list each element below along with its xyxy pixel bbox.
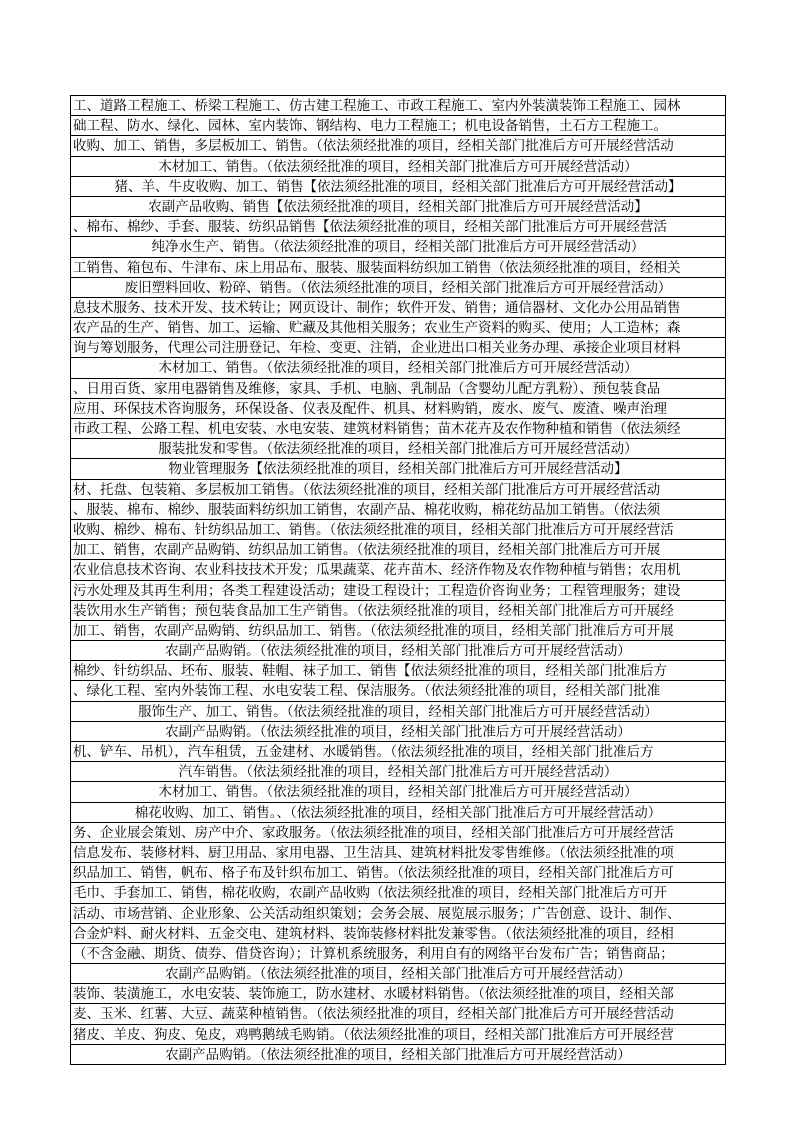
- table-row: 织品加工、销售，帆布、格子布及针织布加工、销售。（依法须经批准的项目，经相关部门批准后方可: [71, 863, 725, 883]
- table-row: 猪皮、羊皮、狗皮、兔皮，鸡鸭鹅绒毛购销。（依法须经批准的项目，经相关部门批准后方可开展经营: [71, 1025, 725, 1045]
- table-row: 收购、棉纱、棉布、针纺织品加工、销售。（依法须经批准的项目，经相关部门批准后方可开展经营活: [71, 520, 725, 540]
- table-row: 息技术服务、技术开发、技术转让；网页设计、制作；软件开发、销售；通信器材、文化办公用品销售: [71, 298, 725, 318]
- table-row: 农业信息技术咨询、农业科技技术开发；瓜果蔬菜、花卉苗木、经济作物及农作物种植与销售；农用机: [71, 560, 725, 580]
- table-row: 活动、市场营销、企业形象、公关活动组织策划；会务会展、展览展示服务；广告创意、设计、制作、: [71, 904, 725, 924]
- table-row: 农产品的生产、销售、加工、运输、贮藏及其他相关服务；农业生产资料的购买、使用；人工造林；森: [71, 318, 725, 338]
- table-row: 收购、加工、销售，多层板加工、销售。（依法须经批准的项目，经相关部门批准后方可开展经营活动: [71, 136, 725, 156]
- table-row: 木材加工、销售。（依法须经批准的项目，经相关部门批准后方可开展经营活动）: [71, 782, 725, 802]
- table-row: 础工程、防水、绿化、园林、室内装饰、钢结构、电力工程施工；机电设备销售，土石方工程施工。: [71, 116, 725, 136]
- table-row: 污水处理及其再生利用；各类工程建设活动；建设工程设计；工程造价咨询业务；工程管理服务；建设: [71, 581, 725, 601]
- table-row: 农副产品购销。（依法须经批准的项目，经相关部门批准后方可开展经营活动）: [71, 1045, 725, 1065]
- table-row: 装饮用水生产销售；预包装食品加工生产销售。（依法须经批准的项目，经相关部门批准后方可开展经: [71, 601, 725, 621]
- table-row: 工、道路工程施工、桥梁工程施工、仿古建工程施工、市政工程施工、室内外装潢装饰工程施工、园林: [71, 96, 725, 116]
- table-row: 加工、销售，农副产品购销、纺织品加工、销售。（依法须经批准的项目，经相关部门批准后方可开展: [71, 621, 725, 641]
- table-row: 加工、销售，农副产品购销、纺织品加工销售。（依法须经批准的项目，经相关部门批准后方可开展: [71, 540, 725, 560]
- table-row: 废旧塑料回收、粉碎、销售。（依法须经批准的项目，经相关部门批准后方可开展经营活动）: [71, 278, 725, 298]
- table-row: 务、企业展会策划、房产中介、家政服务。（依法须经批准的项目，经相关部门批准后方可开展经营活: [71, 823, 725, 843]
- table-row: 农副产品购销。（依法须经批准的项目，经相关部门批准后方可开展经营活动）: [71, 722, 725, 742]
- table-row: 棉花收购、加工、销售。、（依法须经批准的项目，经相关部门批准后方可开展经营活动）: [71, 803, 725, 823]
- table-row: 汽车销售。（依法须经批准的项目，经相关部门批准后方可开展经营活动）: [71, 762, 725, 782]
- table-row: 毛巾、手套加工、销售，棉花收购，农副产品收购（依法须经批准的项目，经相关部门批准后方可开: [71, 883, 725, 903]
- table-row: 木材加工、销售。（依法须经批准的项目，经相关部门批准后方可开展经营活动）: [71, 157, 725, 177]
- table-row: （不含金融、期货、债券、借贷咨询）；计算机系统服务，利用自有的网络平台发布广告；销售商品；: [71, 944, 725, 964]
- table-row: 棉纱、针纺织品、坯布、服装、鞋帽、袜子加工、销售【依法须经批准的项目，经相关部门批准后方: [71, 661, 725, 681]
- table-row: 服饰生产、加工、销售。（依法须经批准的项目，经相关部门批准后方可开展经营活动）: [71, 702, 725, 722]
- table-row: 机、铲车、吊机），汽车租赁，五金建材、水暖销售。（依法须经批准的项目，经相关部门批准后方: [71, 742, 725, 762]
- table-row: 农副产品收购、销售【依法须经批准的项目，经相关部门批准后方可开展经营活动】: [71, 197, 725, 217]
- table-row: 、绿化工程、室内外装饰工程、水电安装工程、保洁服务。（依法须经批准的项目，经相关部门批准: [71, 681, 725, 701]
- business-scope-table: [70, 95, 726, 1065]
- table-row: 纯净水生产、销售。（依法须经批准的项目，经相关部门批准后方可开展经营活动）: [71, 237, 725, 257]
- table-row: 材、托盘、包装箱、多层板加工销售。（依法须经批准的项目，经相关部门批准后方可开展经营活动: [71, 480, 725, 500]
- table-row: 麦、玉米、红薯、大豆、蔬菜种植销售。（依法须经批准的项目，经相关部门批准后方可开展经营活动: [71, 1004, 725, 1024]
- table-row: 服装批发和零售。（依法须经批准的项目，经相关部门批准后方可开展经营活动）: [71, 439, 725, 459]
- table-row: 猪、羊、牛皮收购、加工、销售【依法须经批准的项目，经相关部门批准后方可开展经营活动】: [71, 177, 725, 197]
- table-row: 装饰、装潢施工，水电安装、装饰施工，防水建材、水暖材料销售。（依法须经批准的项目，经相关部: [71, 984, 725, 1004]
- table-row: 农副产品购销。（依法须经批准的项目，经相关部门批准后方可开展经营活动）: [71, 964, 725, 984]
- table-row: 询与筹划服务，代理公司注册登记、年检、变更、注销，企业进出口相关业务办理、承接企业项目材料: [71, 338, 725, 358]
- table-row: 合金炉料、耐火材料、五金交电、建筑材料、装饰装修材料批发兼零售。（依法须经批准的项目，经相: [71, 924, 725, 944]
- table-row: 物业管理服务【依法须经批准的项目，经相关部门批准后方可开展经营活动】: [71, 459, 725, 479]
- table-row: 信息发布、装修材料、厨卫用品、家用电器、卫生洁具、建筑材料批发零售维修。（依法须经批准的项: [71, 843, 725, 863]
- table-row: 农副产品购销。（依法须经批准的项目，经相关部门批准后方可开展经营活动）: [71, 641, 725, 661]
- table-row: 市政工程、公路工程、机电安装、水电安装、建筑材料销售；苗木花卉及农作物种植和销售（依法须经: [71, 419, 725, 439]
- table-row: 工销售、箱包布、牛津布、床上用品布、服装、服装面料纺织加工销售（依法须经批准的项目，经相关: [71, 258, 725, 278]
- table-row: 、日用百货、家用电器销售及维修，家具、手机、电脑、乳制品（含婴幼儿配方乳粉）、预包装食品: [71, 379, 725, 399]
- table-row: 、棉布、棉纱、手套、服装、纺织品销售【依法须经批准的项目，经相关部门批准后方可开展经营活: [71, 217, 725, 237]
- table-row: 木材加工、销售。（依法须经批准的项目，经相关部门批准后方可开展经营活动）: [71, 358, 725, 378]
- table-row: 、服装、棉布、棉纱、服装面料纺织加工销售，农副产品、棉花收购，棉花纺品加工销售。（依法须: [71, 500, 725, 520]
- table-row: 应用、环保技术咨询服务，环保设备、仪表及配件、机具、材料购销，废水、废气、废渣、噪声治理: [71, 399, 725, 419]
